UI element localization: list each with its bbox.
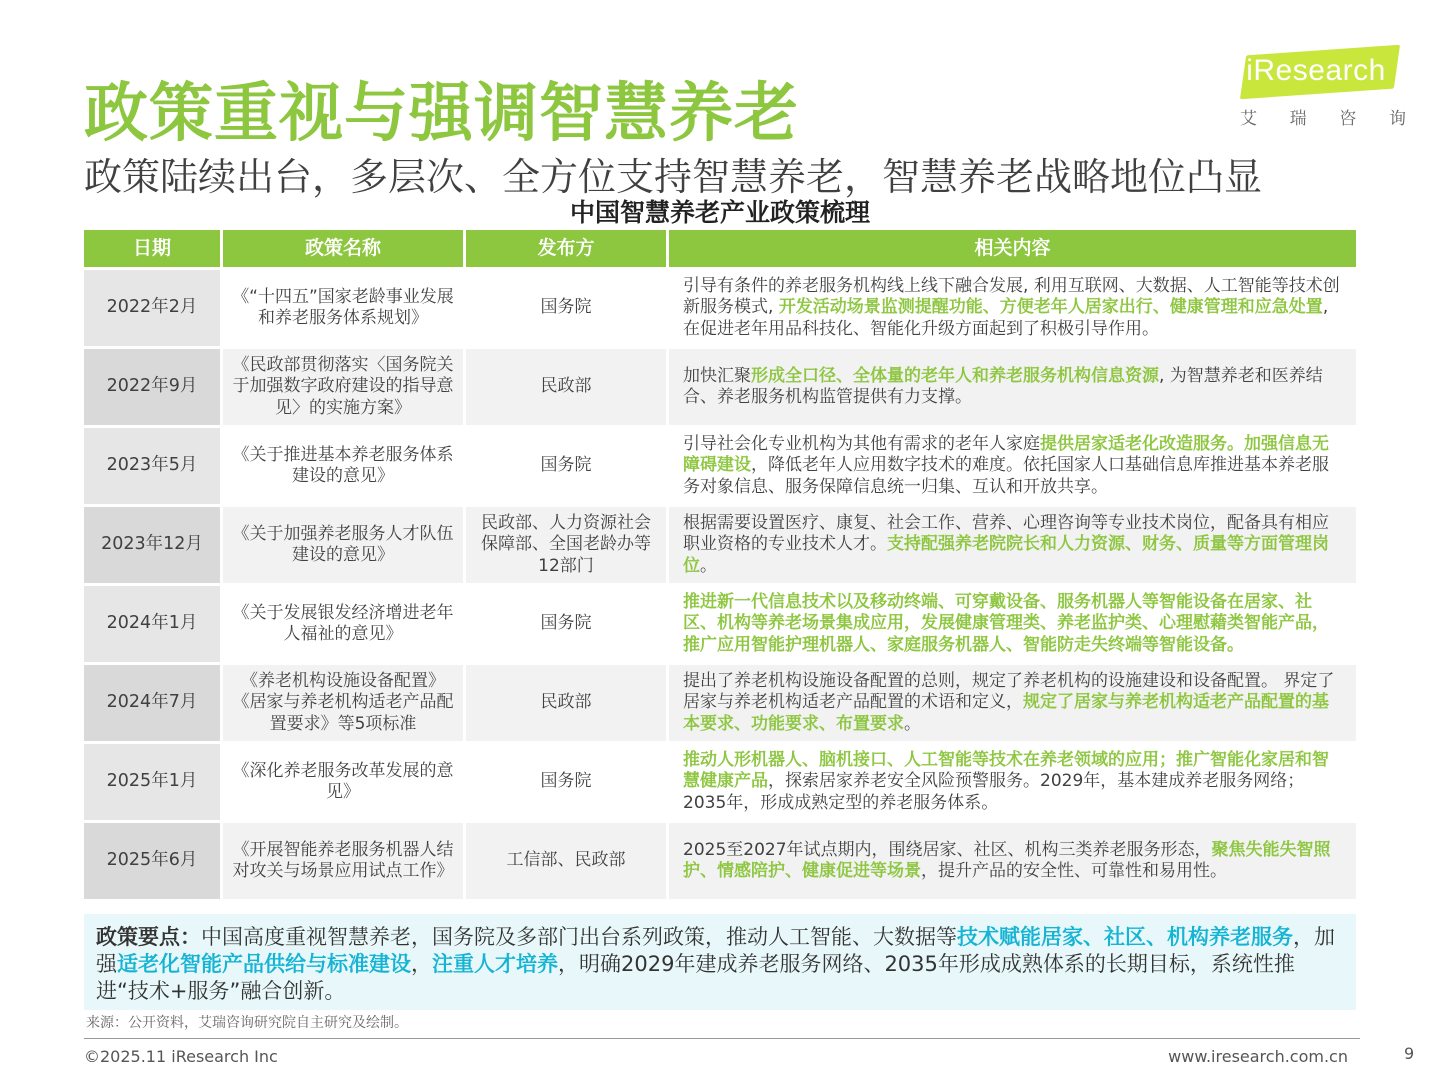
content-highlight: 形成全口径、全体量的老年人和养老服务机构信息资源 (751, 365, 1159, 386)
content-segment: ，探索居家养老安全风险预警服务。2029年，基本建成养老服务网络；2035年，形成成熟定型的养老服务体系。 (683, 771, 1305, 813)
table-title: 中国智慧养老产业政策梳理 (569, 198, 870, 227)
cell-policy-name: 《深化养老服务改革发展的意见》 (223, 744, 463, 820)
table-row (84, 586, 1356, 662)
summary-label: 政策要点： (96, 925, 201, 949)
cell-content (669, 428, 1356, 504)
cell-issuer: 民政部、人力资源社会保障部、全国老龄办等12部门 (466, 507, 666, 583)
table-row (84, 507, 1356, 583)
logo-sub-char: 艾 (1240, 109, 1257, 129)
header-policy-name: 政策名称 (223, 230, 463, 267)
cell-issuer: 国务院 (466, 586, 666, 662)
cell-issuer: 民政部 (466, 665, 666, 741)
summary-highlight: 技术赋能居家、社区、机构养老服务 (957, 925, 1293, 949)
source-note: 来源：公开资料，艾瑞咨询研究院自主研究及绘制。 (86, 1015, 408, 1031)
content-highlight: 推动人形机器人、脑机接口、人工智能等技术在养老领域的应用；推广智能化家居和智慧健康产品 (683, 749, 1329, 792)
summary-segment: ， (411, 952, 432, 976)
content-highlight: 聚焦失能失智照护、情感陪护、健康促进等场景 (683, 839, 1331, 881)
cell-content (669, 744, 1356, 820)
content-highlight: 提供居家适老化改造服务。加强信息无障碍建设 (683, 433, 1329, 476)
content-segment: ，提升产品的安全性、可靠性和易用性。 (921, 861, 1227, 881)
content-segment: , 为智慧养老和医养结合、养老服务机构监管提供有力支撑。 (683, 365, 1323, 407)
cell-date: 2024年1月 (84, 586, 220, 662)
policy-summary (84, 914, 1356, 1010)
cell-date: 2023年12月 (84, 507, 220, 583)
footer-divider (84, 1038, 1360, 1039)
table-row (84, 270, 1356, 346)
content-text (683, 671, 1342, 736)
summary-segment: 中国高度重视智慧养老，国务院及多部门出台系列政策，推动人工智能、大数据等 (201, 925, 957, 949)
cell-policy-name: 《关于加强养老服务人才队伍建设的意见》 (223, 507, 463, 583)
table-row (84, 349, 1356, 425)
content-highlight: 推进新一代信息技术以及移动终端、可穿戴设备、服务机器人等智能设备在居家、社区、机构等养老场景集成应用，发展健康管理类、养老监护类、心理慰藉类智能产品，推广应用智能护理机器人、家庭服务机器人、智能防走失终端等智能设备。 (683, 591, 1329, 655)
content-text (683, 276, 1342, 341)
table-header-row (84, 230, 1356, 267)
summary-segment: ，明确2029年建成养老服务网络、2035年形成成熟体系的长期目标，系统性推进“技术+服务”融合创新。 (96, 952, 1295, 1003)
header-content: 相关内容 (669, 230, 1356, 267)
summary-highlight: 适老化智能产品供给与标准建设 (117, 952, 411, 976)
header-issuer: 发布方 (466, 230, 666, 267)
logo-sub-char: 咨 (1339, 109, 1357, 129)
content-segment: ，降低老年人应用数字技术的难度。依托国家人口基础信息库推进基本养老服务对象信息、服务保障信息统一归集、互认和开放共享。 (683, 455, 1329, 497)
cell-content (669, 507, 1356, 583)
content-segment: 加快汇聚 (683, 365, 751, 386)
page-number: 9 (1404, 1044, 1415, 1063)
content-segment: 。 (904, 713, 921, 734)
table-row (84, 744, 1356, 820)
cell-date: 2025年1月 (84, 744, 220, 820)
page-title: 政策重视与强调智慧养老 (84, 77, 799, 151)
logo-subtext (1240, 104, 1406, 129)
content-segment: 2025至2027年试点期内，围绕居家、社区、机构三类养老服务形态， (683, 839, 1212, 860)
summary-text (96, 925, 1335, 1003)
page-subtitle: 政策陆续出台，多层次、全方位支持智慧养老，智慧养老战略地位凸显 (84, 155, 1263, 199)
iresearch-logo (1236, 46, 1406, 129)
content-segment: , 在促进老年用品科技化、智能化升级方面起到了积极引导作用。 (683, 297, 1329, 339)
logo-text: iResearch (1246, 54, 1386, 87)
cell-date: 2022年2月 (84, 270, 220, 346)
table-row (84, 823, 1356, 899)
content-segment: 提出了养老机构设施设备配置的总则，规定了养老机构的设施建设和设备配置。 界定了居家与养老机构适老产品配置的术语和定义， (683, 670, 1335, 713)
cell-issuer: 工信部、民政部 (466, 823, 666, 899)
cell-date: 2025年6月 (84, 823, 220, 899)
content-highlight: 开发活动场景监测提醒功能、方便老年人居家出行、健康管理和应急处置 (778, 297, 1323, 318)
logo-sub-char: 询 (1388, 109, 1406, 129)
content-segment: 引导社会化专业机构为其他有需求的老年人家庭 (683, 433, 1040, 454)
cell-policy-name: 《民政部贯彻落实〈国务院关于加强数字政府建设的指导意见〉的实施方案》 (223, 349, 463, 425)
table-body (84, 270, 1356, 899)
content-text (683, 840, 1342, 883)
cell-content (669, 586, 1356, 662)
table-row (84, 428, 1356, 504)
cell-date: 2024年7月 (84, 665, 220, 741)
copyright: ©2025.11 iResearch Inc (84, 1047, 278, 1066)
content-text (683, 434, 1342, 499)
cell-content (669, 349, 1356, 425)
cell-issuer: 国务院 (466, 744, 666, 820)
cell-policy-name: 《关于推进基本养老服务体系建设的意见》 (223, 428, 463, 504)
summary-segment: ，加强 (96, 925, 1335, 976)
policy-table (84, 230, 1356, 902)
content-text (683, 592, 1342, 657)
cell-policy-name: 《“十四五”国家老龄事业发展和养老服务体系规划》 (223, 270, 463, 346)
cell-date: 2022年9月 (84, 349, 220, 425)
content-segment: 根据需要设置医疗、康复、社会工作、营养、心理咨询等专业技术岗位，配备具有相应职业资格的专业技术人才。 (683, 512, 1329, 555)
cell-policy-name: 《养老机构设施设备配置》《居家与养老机构适老产品配置要求》等5项标准 (223, 665, 463, 741)
cell-content (669, 823, 1356, 899)
content-segment: 。 (700, 555, 717, 576)
content-highlight: 支持配强养老院院长和人力资源、财务、质量等方面管理岗位 (683, 534, 1329, 576)
website-url: www.iresearch.com.cn (1168, 1047, 1348, 1066)
table-row (84, 665, 1356, 741)
header-date: 日期 (84, 230, 220, 267)
content-text (683, 366, 1342, 409)
cell-policy-name: 《关于发展银发经济增进老年人福祉的意见》 (223, 586, 463, 662)
cell-content (669, 665, 1356, 741)
cell-content (669, 270, 1356, 346)
logo-sub-char: 瑞 (1289, 109, 1307, 129)
content-segment: 引导有条件的养老服务机构线上线下融合发展, 利用互联网、大数据、人工智能等技术创新服务模式, (683, 275, 1340, 318)
cell-issuer: 国务院 (466, 428, 666, 504)
content-text (683, 513, 1342, 578)
cell-date: 2023年5月 (84, 428, 220, 504)
cell-issuer: 国务院 (466, 270, 666, 346)
cell-policy-name: 《开展智能养老服务机器人结对攻关与场景应用试点工作》 (223, 823, 463, 899)
summary-highlight: 注重人才培养 (432, 952, 558, 976)
cell-issuer: 民政部 (466, 349, 666, 425)
content-highlight: 规定了居家与养老机构适老产品配置的基本要求、功能要求、布置要求 (683, 692, 1329, 734)
content-text (683, 750, 1342, 815)
